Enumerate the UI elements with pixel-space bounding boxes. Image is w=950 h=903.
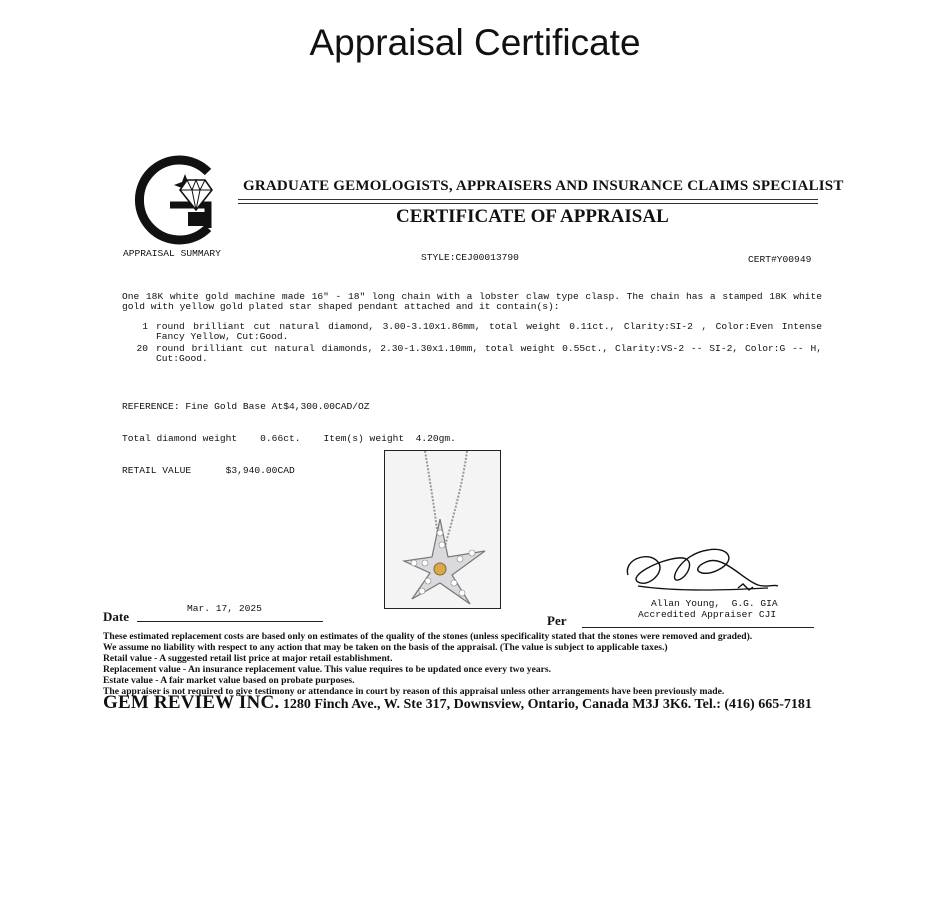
header-rule — [238, 203, 818, 204]
item-description: One 18K white gold machine made 16" - 18" long chain with a lobster claw type clasp. The chain has a stamped 18K white gold with yellow gold plated star shaped pendant attached and it contain(s): — [122, 291, 822, 313]
header-rule — [238, 199, 818, 200]
stone-details: round brilliant cut natural diamonds, 2.30-1.30x1.10mm, total weight 0.55ct., Clarity:VS-2 -- SI-2, Color:G -- H, Cut:Good. — [156, 342, 822, 365]
disclaimer-line: These estimated replacement costs are based only on estimates of the quality of the stones (unless specificality stated that the stones were removed and graded). — [103, 631, 753, 642]
date-line — [137, 621, 323, 622]
pendant-image — [385, 451, 500, 608]
item-description-block — [122, 292, 822, 364]
appraiser-name: Allan Young, G.G. GIA — [651, 598, 778, 609]
company-address: 1280 Finch Ave., W. Ste 317, Downsview, Ontario, Canada M3J 3K6. Tel.: (416) 665-7181 — [279, 697, 812, 712]
disclaimer-line: Replacement value - An insurance replacement value. This value requires to be updated once every two years. — [103, 664, 552, 675]
appraiser-title: Accredited Appraiser CJI — [638, 609, 777, 620]
disclaimer-block — [103, 631, 752, 697]
certificate-number: CERT#Y00949 — [748, 254, 812, 265]
date-value: Mar. 17, 2025 — [187, 603, 262, 614]
disclaimer-line: We assume no liability with respect to any action that may be taken on the basis of the appraisal. (The value is subject to applicable taxes.) — [103, 642, 668, 653]
stone-details: round brilliant cut natural diamond, 3.00-3.10x1.86mm, total weight 0.11ct., Clarity:SI-2 , Color:Even Intense Fancy Yellow, Cut:Good. — [156, 320, 822, 343]
certificate-title: CERTIFICATE OF APPRAISAL — [396, 206, 669, 227]
date-label: Date — [103, 609, 129, 624]
stone-entry — [122, 322, 822, 343]
footer — [103, 692, 812, 714]
stone-list — [122, 322, 822, 365]
handwritten-signature — [618, 540, 788, 600]
firm-tagline: GRADUATE GEMOLOGISTS, APPRAISERS AND INSURANCE CLAIMS SPECIALIST — [243, 178, 844, 194]
per-label: Per — [547, 613, 567, 628]
appraisal-summary-label: APPRAISAL SUMMARY — [123, 248, 221, 259]
stone-entry — [122, 344, 822, 365]
retail-value-line: RETAIL VALUE $3,940.00CAD — [122, 464, 295, 476]
disclaimer-line: Retail value - A suggested retail list price at major retail establishment. — [103, 653, 393, 664]
style-code: STYLE:CEJ00013790 — [421, 252, 519, 263]
page-title: Appraisal Certificate — [309, 22, 641, 63]
per-line — [582, 627, 814, 628]
stone-quantity: 20 — [136, 342, 148, 354]
disclaimer-line: Estate value - A fair market value based on probate purposes. — [103, 675, 355, 686]
disclaimer-line: The appraiser is not required to give testimony or attendance in court by reason of this appraisal unless other arrangements have been previously made. — [103, 686, 725, 697]
gem-logo-icon — [130, 150, 220, 250]
weight-line: Total diamond weight 0.66ct. Item(s) weight 4.20gm. — [122, 432, 456, 444]
reference-line: REFERENCE: Fine Gold Base At$4,300.00CAD/OZ — [122, 401, 370, 413]
stone-quantity: 1 — [142, 320, 148, 332]
starfish-pendant-photo — [384, 450, 501, 609]
company-name: GEM REVIEW INC. — [103, 692, 280, 713]
